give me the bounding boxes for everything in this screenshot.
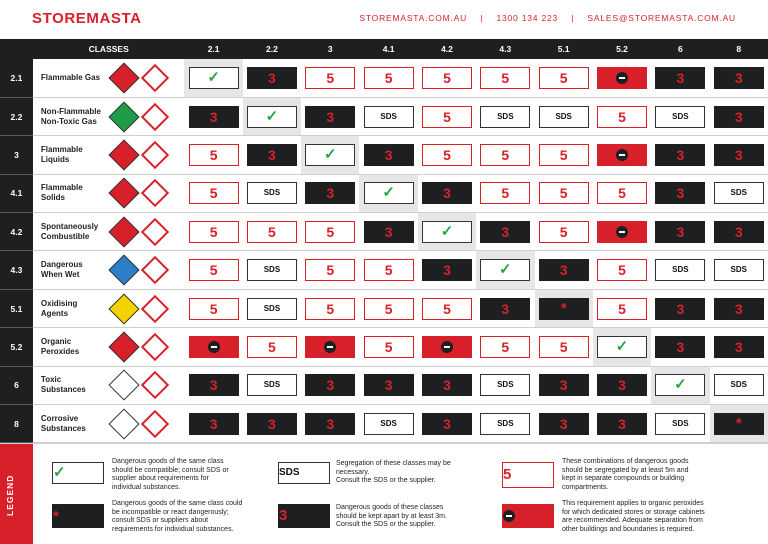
matrix-cell [710, 251, 768, 289]
sds-badge: SDS [480, 413, 530, 435]
dangerous-when-wet-icon [108, 255, 139, 286]
brand-logo: STOREMASTA [32, 10, 142, 27]
matrix-cell [184, 289, 242, 327]
matrix-cell [359, 213, 417, 251]
three-badge: 3 [247, 67, 297, 89]
row-class-number: 6 [0, 366, 33, 404]
three-badge: 3 [305, 413, 355, 435]
column-header: 8 [710, 39, 768, 59]
class-name: Oxidising Agents [40, 298, 78, 318]
matrix-cell [535, 289, 593, 327]
legend-text-incompatible: Dangerous goods of the same class could be incompatible or react dangerously; consult SDS or suppliers about requirements for individual substances. [112, 500, 243, 533]
legend-bar [0, 444, 33, 544]
matrix-cell [418, 289, 476, 327]
no-entry-icon [597, 144, 647, 166]
matrix-cell [359, 97, 417, 135]
matrix-cell [359, 328, 417, 366]
oxidising-agent-icon [108, 293, 139, 324]
matrix-cell [710, 328, 768, 366]
three-badge: 3 [655, 336, 705, 358]
row-class-label [33, 213, 185, 251]
matrix-cell [593, 174, 651, 212]
ghs-pictogram-icon [141, 256, 169, 284]
matrix-cell [593, 366, 651, 404]
five-badge: 5 [247, 336, 297, 358]
three-badge: 3 [539, 374, 589, 396]
class-name: Spontaneously Combustible [40, 221, 99, 241]
matrix-cell [651, 251, 709, 289]
matrix-cell [184, 59, 242, 97]
matrix-cell [593, 136, 651, 174]
divider: | [480, 13, 484, 23]
matrix-cell [593, 97, 651, 135]
row-class-number: 5.1 [0, 289, 33, 327]
matrix-cell [184, 251, 242, 289]
five-badge: 5 [305, 298, 355, 320]
asterisk-icon: * [539, 298, 589, 320]
three-badge: 3 [364, 374, 414, 396]
matrix-cell [301, 59, 359, 97]
five-badge: 5 [189, 298, 239, 320]
matrix-cell [476, 289, 534, 327]
check-icon: ✓ [305, 144, 355, 166]
table-row [0, 174, 768, 212]
matrix-cell [476, 174, 534, 212]
table-row [0, 405, 768, 443]
matrix-cell [359, 289, 417, 327]
five-badge: 5 [305, 67, 355, 89]
row-class-label [33, 59, 185, 97]
no-entry-icon [305, 336, 355, 358]
sds-badge: SDS [655, 259, 705, 281]
ghs-pictogram-icon [141, 371, 169, 399]
matrix-cell [301, 136, 359, 174]
three-badge: 3 [539, 413, 589, 435]
three-badge: 3 [597, 374, 647, 396]
matrix-cell [243, 328, 301, 366]
matrix-cell [710, 405, 768, 443]
row-class-number: 4.3 [0, 251, 33, 289]
matrix-cell [710, 97, 768, 135]
five-badge: 5 [422, 298, 472, 320]
matrix-cell [184, 97, 242, 135]
sds-badge: SDS [714, 374, 764, 396]
three-badge: 3 [247, 144, 297, 166]
three-badge: 3 [305, 182, 355, 204]
matrix-cell [593, 328, 651, 366]
five-badge: 5 [597, 298, 647, 320]
asterisk-icon: * [714, 413, 764, 435]
sds-badge: SDS [714, 259, 764, 281]
table-row [0, 213, 768, 251]
matrix-cell [184, 366, 242, 404]
matrix-cell [593, 213, 651, 251]
matrix-cell [184, 174, 242, 212]
sds-badge: SDS [247, 298, 297, 320]
column-header: 4.3 [476, 39, 534, 59]
five-badge: 5 [480, 182, 530, 204]
row-class-number: 2.1 [0, 59, 33, 97]
five-badge: 5 [189, 221, 239, 243]
three-badge: 3 [714, 298, 764, 320]
matrix-cell [651, 366, 709, 404]
three-badge: 3 [480, 298, 530, 320]
matrix-cell [418, 251, 476, 289]
three-badge: 3 [714, 336, 764, 358]
matrix-cell [418, 213, 476, 251]
row-class-number: 3 [0, 136, 33, 174]
three-badge: 3 [655, 144, 705, 166]
matrix-cell [184, 136, 242, 174]
five-badge: 5 [539, 336, 589, 358]
matrix-cell [710, 289, 768, 327]
matrix-cell [418, 59, 476, 97]
five-badge: 5 [422, 144, 472, 166]
legend-text-sds: Segregation of these classes may be necessary. Consult the SDS or the supplier. [336, 460, 451, 484]
three-badge: 3 [714, 106, 764, 128]
five-badge: 5 [364, 298, 414, 320]
five-badge: 5 [597, 259, 647, 281]
three-badge: 3 [189, 106, 239, 128]
ghs-pictogram-icon [141, 410, 169, 438]
five-badge: 5 [597, 182, 647, 204]
spontaneously-combustible-icon [108, 216, 139, 247]
matrix-cell [418, 405, 476, 443]
row-class-number: 8 [0, 405, 33, 443]
three-badge: 3 [480, 221, 530, 243]
three-badge: 3 [655, 67, 705, 89]
three-badge: 3 [278, 504, 330, 528]
matrix-cell [418, 174, 476, 212]
corrosive-substance-icon [108, 408, 139, 439]
three-badge: 3 [597, 413, 647, 435]
matrix-cell [301, 405, 359, 443]
matrix-cell [359, 251, 417, 289]
column-header: 2.2 [243, 39, 301, 59]
matrix-cell [418, 97, 476, 135]
sds-badge: SDS [247, 182, 297, 204]
row-class-label [33, 328, 185, 366]
five-badge: 5 [247, 221, 297, 243]
matrix-cell [301, 289, 359, 327]
matrix-cell [359, 174, 417, 212]
check-icon: ✓ [247, 106, 297, 128]
three-badge: 3 [714, 221, 764, 243]
matrix-cell [359, 405, 417, 443]
row-class-label [33, 97, 185, 135]
matrix-cell [301, 366, 359, 404]
matrix-cell [593, 289, 651, 327]
matrix-cell [418, 328, 476, 366]
no-entry-icon [422, 336, 472, 358]
divider: | [571, 13, 575, 23]
sds-badge: SDS [480, 374, 530, 396]
email-link[interactable]: SALES@STOREMASTA.COM.AU [587, 13, 736, 23]
matrix-cell [535, 366, 593, 404]
sds-badge: SDS [480, 106, 530, 128]
row-class-label [33, 136, 185, 174]
flammable-gas-icon [108, 62, 139, 93]
flammable-liquid-icon [108, 139, 139, 170]
check-icon: ✓ [52, 462, 104, 484]
matrix-cell [301, 174, 359, 212]
no-entry-icon [597, 67, 647, 89]
three-badge: 3 [189, 413, 239, 435]
five-badge: 5 [305, 221, 355, 243]
matrix-cell [359, 366, 417, 404]
three-badge: 3 [189, 374, 239, 396]
table-row [0, 289, 768, 327]
ghs-pictogram-icon [141, 333, 169, 361]
table-row [0, 136, 768, 174]
matrix-cell [535, 405, 593, 443]
column-header-row [0, 39, 768, 59]
matrix-cell [476, 366, 534, 404]
legend-text-compatible: Dangerous goods of the same class should be compatible; consult SDS or supplier about requirements for individual substances. [112, 458, 229, 491]
five-badge: 5 [189, 259, 239, 281]
matrix-cell [301, 251, 359, 289]
row-class-number: 2.2 [0, 97, 33, 135]
matrix-cell [535, 328, 593, 366]
matrix-cell [651, 59, 709, 97]
five-badge: 5 [189, 182, 239, 204]
matrix-cell [651, 405, 709, 443]
row-class-label [33, 251, 185, 289]
row-class-number: 4.2 [0, 213, 33, 251]
matrix-cell [359, 59, 417, 97]
check-icon: ✓ [422, 221, 472, 243]
matrix-cell [243, 366, 301, 404]
matrix-cell [535, 251, 593, 289]
five-badge: 5 [364, 336, 414, 358]
row-class-number: 5.2 [0, 328, 33, 366]
matrix-cell [243, 136, 301, 174]
column-header: 5.2 [593, 39, 651, 59]
matrix-cell [301, 328, 359, 366]
three-badge: 3 [364, 144, 414, 166]
matrix-cell [651, 328, 709, 366]
matrix-cell [535, 174, 593, 212]
matrix-cell [184, 328, 242, 366]
column-header: 4.1 [359, 39, 417, 59]
no-entry-icon [189, 336, 239, 358]
matrix-cell [184, 213, 242, 251]
table-row [0, 366, 768, 404]
class-name: Flammable Liquids [40, 144, 83, 164]
matrix-cell [243, 251, 301, 289]
legend-title: LEGEND [5, 474, 15, 516]
organic-peroxide-icon [108, 331, 139, 362]
sds-badge: SDS [247, 259, 297, 281]
five-badge: 5 [539, 182, 589, 204]
three-badge: 3 [422, 259, 472, 281]
matrix-cell [710, 213, 768, 251]
matrix-cell [535, 59, 593, 97]
ghs-pictogram-icon [141, 218, 169, 246]
five-badge: 5 [597, 106, 647, 128]
three-badge: 3 [305, 106, 355, 128]
three-badge: 3 [655, 221, 705, 243]
three-badge: 3 [422, 374, 472, 396]
five-badge: 5 [480, 336, 530, 358]
matrix-cell [476, 59, 534, 97]
column-header: 3 [301, 39, 359, 59]
five-badge: 5 [189, 144, 239, 166]
contact-bar [359, 13, 736, 23]
matrix-cell [651, 213, 709, 251]
matrix-cell [476, 136, 534, 174]
corner-cell [0, 39, 33, 59]
three-badge: 3 [714, 67, 764, 89]
ghs-pictogram-icon [141, 64, 169, 92]
three-badge: 3 [655, 298, 705, 320]
legend-text-5m: These combinations of dangerous goods should be segregated by at least 5m and kept in separate compounds or building compartments. [562, 458, 689, 491]
matrix-cell [301, 213, 359, 251]
sds-badge: SDS [539, 106, 589, 128]
row-class-label [33, 366, 185, 404]
three-badge: 3 [539, 259, 589, 281]
website-link[interactable]: STOREMASTA.COM.AU [359, 13, 468, 23]
five-badge: 5 [539, 67, 589, 89]
column-header: 6 [651, 39, 709, 59]
matrix-cell [243, 213, 301, 251]
table-row [0, 328, 768, 366]
three-badge: 3 [714, 144, 764, 166]
five-badge: 5 [305, 259, 355, 281]
row-class-label [33, 289, 185, 327]
matrix-cell [301, 97, 359, 135]
matrix-cell [710, 136, 768, 174]
three-badge: 3 [247, 413, 297, 435]
matrix-cell [476, 405, 534, 443]
non-flammable-gas-icon [108, 101, 139, 132]
five-badge: 5 [364, 259, 414, 281]
column-header: 5.1 [535, 39, 593, 59]
legend-text-3m: Dangerous goods of these classes should be kept apart by at least 3m. Consult the SDS or the supplier. [336, 504, 447, 528]
matrix-cell [651, 97, 709, 135]
ghs-pictogram-icon [141, 294, 169, 322]
matrix-cell [710, 174, 768, 212]
matrix-cell [476, 213, 534, 251]
five-badge: 5 [502, 462, 554, 488]
three-badge: 3 [364, 221, 414, 243]
five-badge: 5 [422, 67, 472, 89]
row-class-number: 4.1 [0, 174, 33, 212]
sds-badge: SDS [278, 462, 330, 484]
classes-header: CLASSES [33, 39, 185, 59]
legend-panel [0, 443, 768, 543]
class-name: Corrosive Substances [40, 413, 86, 433]
check-icon: ✓ [655, 374, 705, 396]
five-badge: 5 [364, 67, 414, 89]
class-name: Dangerous When Wet [40, 260, 83, 280]
matrix-cell [476, 97, 534, 135]
check-icon: ✓ [364, 182, 414, 204]
check-icon: ✓ [189, 67, 239, 89]
class-name: Organic Peroxides [40, 336, 80, 356]
class-name: Flammable Gas [40, 72, 101, 82]
matrix-cell [593, 251, 651, 289]
sds-badge: SDS [247, 374, 297, 396]
check-icon: ✓ [480, 259, 530, 281]
three-badge: 3 [655, 182, 705, 204]
matrix-cell [710, 366, 768, 404]
matrix-cell [651, 174, 709, 212]
sds-badge: SDS [364, 106, 414, 128]
row-class-label [33, 405, 185, 443]
matrix-cell [243, 59, 301, 97]
column-header: 2.1 [184, 39, 242, 59]
matrix-cell [710, 59, 768, 97]
matrix-cell [651, 289, 709, 327]
table-row [0, 97, 768, 135]
page-header [0, 0, 768, 38]
five-badge: 5 [480, 144, 530, 166]
three-badge: 3 [305, 374, 355, 396]
class-name: Non-Flammable Non-Toxic Gas [40, 106, 101, 126]
flammable-solid-icon [108, 178, 139, 209]
no-entry-icon [597, 221, 647, 243]
matrix-cell [243, 405, 301, 443]
check-icon: ✓ [597, 336, 647, 358]
column-header: 4.2 [418, 39, 476, 59]
matrix-cell [418, 136, 476, 174]
sds-badge: SDS [655, 106, 705, 128]
ghs-pictogram-icon [141, 102, 169, 130]
matrix-cell [535, 136, 593, 174]
class-name: Flammable Solids [40, 183, 83, 203]
five-badge: 5 [422, 106, 472, 128]
no-entry-icon [502, 504, 554, 528]
three-badge: 3 [422, 182, 472, 204]
sds-badge: SDS [364, 413, 414, 435]
row-class-label [33, 174, 185, 212]
legend-text-peroxide: This requirement applies to organic peroxides for which dedicated stores or storage cabinets are recommended. Adequate separation from other buildings and boundaries is required. [562, 500, 705, 533]
sds-badge: SDS [655, 413, 705, 435]
five-badge: 5 [480, 67, 530, 89]
matrix-cell [593, 405, 651, 443]
matrix-cell [243, 97, 301, 135]
matrix-cell [651, 136, 709, 174]
phone-link[interactable]: 1300 134 223 [496, 13, 559, 23]
matrix-cell [476, 328, 534, 366]
table-row [0, 59, 768, 97]
three-badge: 3 [422, 413, 472, 435]
matrix-cell [243, 289, 301, 327]
matrix-cell [535, 213, 593, 251]
segregation-chart [0, 39, 768, 443]
ghs-pictogram-icon [141, 179, 169, 207]
five-badge: 5 [539, 221, 589, 243]
sds-badge: SDS [714, 182, 764, 204]
class-name: Toxic Substances [40, 375, 86, 395]
ghs-pictogram-icon [141, 141, 169, 169]
matrix-cell [184, 405, 242, 443]
asterisk-icon: * [52, 504, 104, 528]
matrix-cell [535, 97, 593, 135]
matrix-cell [418, 366, 476, 404]
toxic-substance-icon [108, 370, 139, 401]
matrix-cell [476, 251, 534, 289]
table-row [0, 251, 768, 289]
five-badge: 5 [539, 144, 589, 166]
matrix-cell [593, 59, 651, 97]
matrix-cell [243, 174, 301, 212]
matrix-cell [359, 136, 417, 174]
